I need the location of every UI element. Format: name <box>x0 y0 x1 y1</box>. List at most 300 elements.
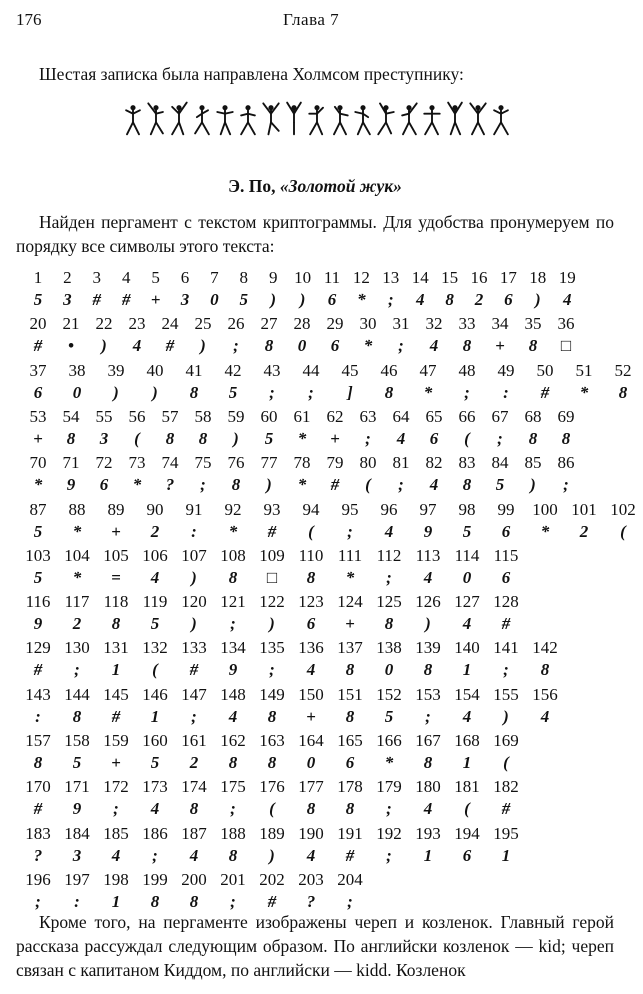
cipher-symbol: * <box>363 336 373 356</box>
symbol-index: 44 <box>302 360 320 380</box>
cryptogram-row <box>0 546 630 592</box>
symbol-index: 118 <box>103 592 129 612</box>
symbol-index: 121 <box>220 592 246 612</box>
cipher-symbol: ] <box>347 382 353 402</box>
symbol-index: 23 <box>128 314 146 334</box>
cipher-symbol: 8 <box>306 567 316 587</box>
cipher-symbol: ? <box>33 845 43 865</box>
cipher-symbol: * <box>72 521 82 541</box>
symbol-index: 38 <box>68 360 86 380</box>
cryptogram-row <box>0 361 630 407</box>
cipher-symbol: 8 <box>150 891 160 911</box>
symbol-index: 57 <box>161 406 179 426</box>
cryptogram-row <box>0 731 630 777</box>
cipher-symbol: □ <box>560 336 572 356</box>
cipher-symbol: 8 <box>72 706 82 726</box>
cipher-symbol: ; <box>464 382 470 402</box>
cipher-symbol: 8 <box>345 660 355 680</box>
symbol-index: 202 <box>259 869 285 889</box>
symbol-index: 99 <box>497 499 515 519</box>
cipher-symbol: ? <box>165 475 175 495</box>
symbol-index: 42 <box>224 360 242 380</box>
symbol-index: 126 <box>415 592 441 612</box>
symbol-index: 141 <box>493 638 519 658</box>
symbol-index: 46 <box>380 360 398 380</box>
symbol-index: 76 <box>227 453 245 473</box>
cipher-symbol: 6 <box>306 614 316 634</box>
symbol-index: 137 <box>337 638 363 658</box>
symbol-index: 6 <box>180 268 190 287</box>
symbol-index: 36 <box>557 314 575 334</box>
symbol-index: 45 <box>341 360 359 380</box>
cipher-symbol: 6 <box>330 336 340 356</box>
symbol-index: 193 <box>415 823 441 843</box>
symbol-index: 66 <box>458 406 476 426</box>
dancing-man-6-icon <box>237 100 259 136</box>
cipher-symbol: 8 <box>189 799 199 819</box>
dancing-man-17-icon <box>490 100 512 136</box>
cipher-symbol: 4 <box>562 290 572 309</box>
cipher-symbol: ) <box>101 336 107 356</box>
symbol-index: 1 <box>33 268 43 287</box>
symbol-index: 190 <box>298 823 324 843</box>
symbol-index: 155 <box>493 684 519 704</box>
symbol-index: 87 <box>29 499 47 519</box>
cipher-symbol: 4 <box>429 336 439 356</box>
symbol-index: 140 <box>454 638 480 658</box>
cipher-symbol: 6 <box>33 382 43 402</box>
cipher-symbol: 1 <box>501 845 511 865</box>
dancing-man-1-icon <box>122 100 144 136</box>
symbol-index: 27 <box>260 314 278 334</box>
symbol-index: 80 <box>359 453 377 473</box>
cipher-symbol: 0 <box>72 382 82 402</box>
cipher-symbol: 4 <box>189 845 199 865</box>
cipher-symbol: ; <box>152 845 158 865</box>
cipher-symbol: 4 <box>111 845 121 865</box>
cryptogram-row <box>0 268 630 314</box>
symbol-index: 173 <box>142 777 168 797</box>
cipher-symbol: 8 <box>189 891 199 911</box>
cipher-symbol: 3 <box>99 428 109 448</box>
cipher-symbol: ) <box>191 567 197 587</box>
cipher-symbol: + <box>495 336 505 356</box>
symbol-index: 103 <box>25 545 51 565</box>
symbol-index: 174 <box>181 777 207 797</box>
cipher-symbol: 2 <box>474 290 484 309</box>
cipher-symbol: 9 <box>33 614 43 634</box>
symbol-index: 169 <box>493 731 519 750</box>
symbol-index: 176 <box>259 777 285 797</box>
symbol-index: 91 <box>185 499 203 519</box>
cipher-symbol: 6 <box>345 753 355 772</box>
symbol-index: 12 <box>352 268 370 287</box>
symbol-index: 98 <box>458 499 476 519</box>
symbol-index: 189 <box>259 823 285 843</box>
symbol-index: 21 <box>62 314 80 334</box>
cipher-symbol: ) <box>266 475 272 495</box>
symbol-index: 28 <box>293 314 311 334</box>
dancing-man-8-icon <box>283 100 305 136</box>
cipher-symbol: 1 <box>111 891 121 911</box>
symbol-index: 102 <box>610 499 636 519</box>
cipher-symbol: + <box>306 706 316 726</box>
cipher-symbol: # <box>111 706 121 726</box>
dancing-man-5-icon <box>214 100 236 136</box>
cipher-symbol: 3 <box>72 845 82 865</box>
cipher-symbol: 6 <box>327 290 337 309</box>
cipher-symbol: ( <box>365 475 371 495</box>
symbol-index: 8 <box>239 268 249 287</box>
cipher-symbol: ; <box>386 567 392 587</box>
symbol-index: 49 <box>497 360 515 380</box>
symbol-index: 50 <box>536 360 554 380</box>
symbol-index: 100 <box>532 499 558 519</box>
symbol-index: 106 <box>142 545 168 565</box>
dancing-man-12-icon <box>375 100 397 136</box>
symbol-index: 47 <box>419 360 437 380</box>
symbol-index: 73 <box>128 453 146 473</box>
symbol-index: 192 <box>376 823 402 843</box>
cipher-symbol: ( <box>134 428 140 448</box>
cipher-symbol: # <box>501 614 511 634</box>
cipher-symbol: ) <box>152 382 158 402</box>
cipher-symbol: 6 <box>429 428 439 448</box>
cipher-symbol: 8 <box>528 428 538 448</box>
cryptogram-row <box>0 499 636 546</box>
cipher-symbol: 0 <box>384 660 394 680</box>
symbol-index: 94 <box>302 499 320 519</box>
symbol-index: 175 <box>220 777 246 797</box>
cipher-symbol: 8 <box>66 428 76 448</box>
symbol-index: 133 <box>181 638 207 658</box>
cipher-symbol: + <box>33 428 43 448</box>
cipher-symbol: 8 <box>264 336 274 356</box>
cipher-symbol: 8 <box>306 799 316 819</box>
symbol-index: 152 <box>376 684 402 704</box>
cipher-symbol: * <box>33 475 43 495</box>
cipher-symbol: ) <box>233 428 239 448</box>
symbol-index: 18 <box>529 268 547 287</box>
symbol-index: 134 <box>220 638 246 658</box>
cipher-symbol: ) <box>191 614 197 634</box>
symbol-index: 54 <box>62 406 80 426</box>
cipher-symbol: ; <box>230 799 236 819</box>
cipher-symbol: # <box>92 290 102 309</box>
cipher-symbol: 1 <box>423 845 433 865</box>
cipher-symbol: 4 <box>396 428 406 448</box>
symbol-index: 56 <box>128 406 146 426</box>
cipher-symbol: : <box>74 891 80 911</box>
symbol-index: 95 <box>341 499 359 519</box>
cipher-symbol: 0 <box>210 290 219 309</box>
dancing-man-9-icon <box>306 100 328 136</box>
symbol-index: 163 <box>259 731 285 750</box>
cipher-symbol: ? <box>306 891 316 911</box>
symbol-index: 20 <box>29 314 47 334</box>
symbol-index: 3 <box>92 268 102 287</box>
cipher-symbol: 8 <box>189 382 199 402</box>
cipher-symbol: ) <box>503 706 509 726</box>
symbol-index: 17 <box>499 268 517 287</box>
cipher-symbol: 5 <box>264 428 274 448</box>
cipher-symbol: 4 <box>132 336 142 356</box>
cipher-symbol: : <box>503 382 509 402</box>
symbol-index: 62 <box>326 406 344 426</box>
cipher-symbol: ; <box>269 660 275 680</box>
cipher-symbol: ) <box>299 290 306 309</box>
cipher-symbol: 9 <box>228 660 238 680</box>
symbol-index: 198 <box>103 869 129 889</box>
symbol-index: 75 <box>194 453 212 473</box>
symbol-index: 178 <box>337 777 363 797</box>
symbol-index: 22 <box>95 314 113 334</box>
cipher-symbol: 9 <box>66 475 76 495</box>
symbol-index: 172 <box>103 777 129 797</box>
cipher-symbol: 1 <box>150 706 160 726</box>
symbol-index: 151 <box>337 684 363 704</box>
cipher-symbol: ) <box>530 475 536 495</box>
symbol-index: 61 <box>293 406 311 426</box>
symbol-index: 93 <box>263 499 281 519</box>
symbol-index: 108 <box>220 545 246 565</box>
symbol-index: 30 <box>359 314 377 334</box>
dancing-man-3-icon <box>168 100 190 136</box>
cipher-symbol: ; <box>497 428 503 448</box>
cipher-symbol: * <box>345 567 355 587</box>
cipher-symbol: 6 <box>462 845 472 865</box>
symbol-index: 63 <box>359 406 377 426</box>
cipher-symbol: 5 <box>384 706 394 726</box>
found-paragraph: Найден пергамент с текстом криптограммы. Для удобства пронумеруем по порядку все символы этого текста: <box>16 212 614 256</box>
symbol-index: 7 <box>210 268 219 287</box>
cryptogram-row <box>0 314 630 360</box>
symbol-index: 165 <box>337 731 363 750</box>
section-story-title: «Золотой жук» <box>279 176 402 196</box>
symbol-index: 166 <box>376 731 402 750</box>
dancing-man-15-icon <box>444 100 466 136</box>
symbol-index: 48 <box>458 360 476 380</box>
cipher-symbol: + <box>111 521 121 541</box>
symbol-index: 29 <box>326 314 344 334</box>
symbol-index: 58 <box>194 406 212 426</box>
symbol-index: 37 <box>29 360 47 380</box>
cipher-symbol: : <box>191 521 197 541</box>
cipher-symbol: 4 <box>306 660 316 680</box>
symbol-index: 191 <box>337 823 363 843</box>
symbol-index: 186 <box>142 823 168 843</box>
cipher-symbol: ) <box>113 382 119 402</box>
symbol-index: 2 <box>63 268 72 287</box>
dancing-man-14-icon <box>421 100 443 136</box>
dancing-man-4-icon <box>191 100 213 136</box>
symbol-index: 124 <box>337 592 363 612</box>
symbol-index: 15 <box>441 268 459 287</box>
cipher-symbol: + <box>345 614 355 634</box>
cipher-symbol: * <box>384 753 394 772</box>
cipher-symbol: 2 <box>579 521 589 541</box>
symbol-index: 136 <box>298 638 324 658</box>
symbol-index: 34 <box>491 314 509 334</box>
symbol-index: 107 <box>181 545 207 565</box>
symbol-index: 188 <box>220 823 246 843</box>
dancing-men-message <box>122 100 512 136</box>
cipher-symbol: 8 <box>423 660 433 680</box>
cipher-symbol: # <box>267 521 277 541</box>
symbol-index: 153 <box>415 684 441 704</box>
cipher-symbol: 8 <box>198 428 208 448</box>
cipher-symbol: 8 <box>345 799 355 819</box>
symbol-index: 41 <box>185 360 203 380</box>
cipher-symbol: 4 <box>415 290 425 309</box>
dancing-man-7-icon <box>260 100 282 136</box>
symbol-index: 88 <box>68 499 86 519</box>
symbol-index: 162 <box>220 731 246 750</box>
symbol-index: 135 <box>259 638 285 658</box>
cipher-symbol: 8 <box>228 753 238 772</box>
symbol-index: 83 <box>458 453 476 473</box>
symbol-index: 86 <box>557 453 575 473</box>
cipher-symbol: 8 <box>231 475 241 495</box>
symbol-index: 160 <box>142 731 168 750</box>
cipher-symbol: 8 <box>528 336 538 356</box>
cipher-symbol: ( <box>464 428 470 448</box>
cipher-symbol: 8 <box>384 382 394 402</box>
symbol-index: 53 <box>29 406 47 426</box>
symbol-index: 89 <box>107 499 125 519</box>
cryptogram-row <box>0 824 630 870</box>
symbol-index: 111 <box>337 545 363 565</box>
cipher-symbol: ) <box>425 614 431 634</box>
symbol-index: 112 <box>376 545 402 565</box>
cryptogram-row <box>0 870 630 916</box>
symbol-index: 138 <box>376 638 402 658</box>
symbol-index: 130 <box>64 638 90 658</box>
symbol-index: 110 <box>298 545 324 565</box>
symbol-index: 148 <box>220 684 246 704</box>
cipher-symbol: 4 <box>423 567 433 587</box>
symbol-index: 120 <box>181 592 207 612</box>
symbol-index: 122 <box>259 592 285 612</box>
symbol-index: 194 <box>454 823 480 843</box>
cipher-symbol: 4 <box>150 799 160 819</box>
cipher-symbol: 0 <box>462 567 472 587</box>
symbol-index: 77 <box>260 453 278 473</box>
cipher-symbol: ) <box>269 845 275 865</box>
dancing-man-10-icon <box>329 100 351 136</box>
cipher-symbol: 0 <box>297 336 307 356</box>
cipher-symbol: 4 <box>462 614 472 634</box>
cipher-symbol: 1 <box>111 660 121 680</box>
cipher-symbol: ; <box>233 336 239 356</box>
symbol-index: 204 <box>337 869 363 889</box>
cipher-symbol: ; <box>563 475 569 495</box>
cipher-symbol: # <box>189 660 199 680</box>
symbol-index: 187 <box>181 823 207 843</box>
symbol-index: 60 <box>260 406 278 426</box>
cipher-symbol: ; <box>191 706 197 726</box>
symbol-index: 185 <box>103 823 129 843</box>
cipher-symbol: 5 <box>33 290 43 309</box>
cipher-symbol: 8 <box>561 428 571 448</box>
intro-paragraph: Шестая записка была направлена Холмсом преступнику: <box>39 64 464 84</box>
symbol-index: 32 <box>425 314 443 334</box>
symbol-index: 74 <box>161 453 179 473</box>
symbol-index: 70 <box>29 453 47 473</box>
cipher-symbol: 5 <box>33 567 43 587</box>
symbol-index: 177 <box>298 777 324 797</box>
symbol-index: 150 <box>298 684 324 704</box>
cipher-symbol: * <box>72 567 82 587</box>
symbol-index: 19 <box>558 268 576 287</box>
symbol-index: 52 <box>614 360 632 380</box>
symbol-index: 85 <box>524 453 542 473</box>
symbol-index: 96 <box>380 499 398 519</box>
symbol-index: 9 <box>268 268 278 287</box>
symbol-index: 4 <box>121 268 131 287</box>
cipher-symbol: 2 <box>72 614 82 634</box>
symbol-index: 145 <box>103 684 129 704</box>
cipher-symbol: ; <box>398 475 404 495</box>
symbol-index: 90 <box>146 499 164 519</box>
cipher-symbol: 6 <box>504 290 513 309</box>
symbol-index: 179 <box>376 777 402 797</box>
cipher-symbol: # <box>345 845 355 865</box>
symbol-index: 55 <box>95 406 113 426</box>
cipher-symbol: * <box>297 428 307 448</box>
symbol-index: 43 <box>263 360 281 380</box>
symbol-index: 139 <box>415 638 441 658</box>
cipher-symbol: 8 <box>423 753 433 772</box>
symbol-index: 97 <box>419 499 437 519</box>
cipher-symbol: 8 <box>462 336 472 356</box>
symbol-index: 116 <box>25 592 51 612</box>
cipher-symbol: 2 <box>189 753 199 772</box>
cipher-symbol: 4 <box>462 706 472 726</box>
cipher-symbol: ) <box>269 614 275 634</box>
symbol-index: 123 <box>298 592 324 612</box>
cipher-symbol: # <box>33 799 43 819</box>
cipher-symbol: + <box>150 290 161 309</box>
dancing-man-11-icon <box>352 100 374 136</box>
cipher-symbol: * <box>228 521 238 541</box>
cipher-symbol: 8 <box>345 706 355 726</box>
cipher-symbol: ; <box>386 845 392 865</box>
symbol-index: 51 <box>575 360 593 380</box>
symbol-index: 157 <box>25 731 51 750</box>
symbol-index: 115 <box>493 545 519 565</box>
cipher-symbol: 2 <box>150 521 160 541</box>
symbol-index: 119 <box>142 592 168 612</box>
symbol-index: 13 <box>382 268 400 287</box>
cipher-symbol: 8 <box>165 428 175 448</box>
cryptogram-row <box>0 453 630 499</box>
cipher-symbol: 4 <box>384 521 394 541</box>
cipher-symbol: ; <box>308 382 314 402</box>
symbol-index: 59 <box>227 406 245 426</box>
symbol-index: 146 <box>142 684 168 704</box>
cipher-symbol: ; <box>347 521 353 541</box>
cipher-symbol: 4 <box>306 845 316 865</box>
cipher-symbol: 6 <box>99 475 109 495</box>
cipher-symbol: 4 <box>228 706 238 726</box>
symbol-index: 167 <box>415 731 441 750</box>
cipher-symbol: # <box>330 475 340 495</box>
cipher-symbol: 8 <box>33 753 43 772</box>
cipher-symbol: ; <box>113 799 119 819</box>
symbol-index: 132 <box>142 638 168 658</box>
symbol-index: 164 <box>298 731 324 750</box>
